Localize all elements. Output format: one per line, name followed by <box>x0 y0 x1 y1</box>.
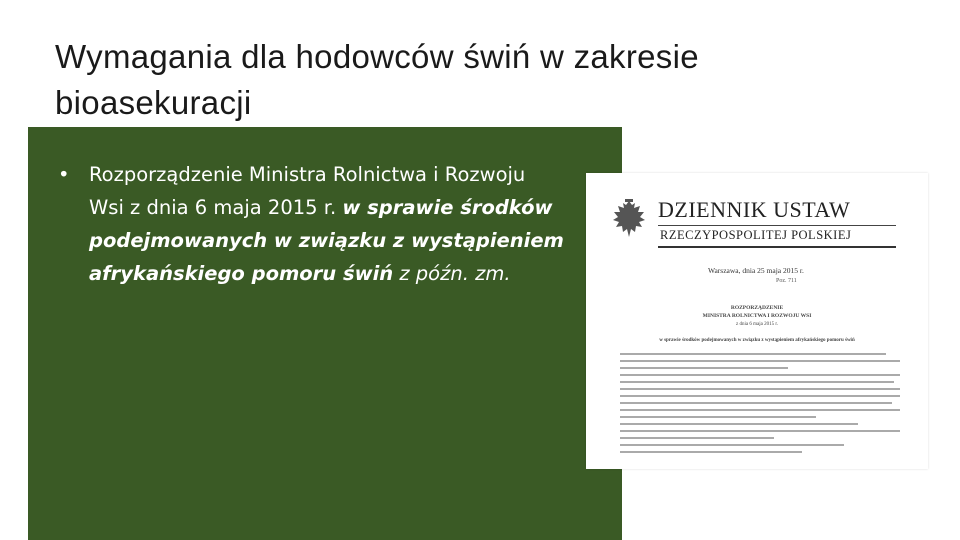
bullet-line-3: podejmowanych w związku z wystąpieniem <box>89 229 564 252</box>
doc-text-line <box>620 395 900 397</box>
doc-text-line <box>620 437 774 439</box>
doc-text-line <box>620 353 886 355</box>
document-masthead <box>658 197 850 223</box>
document-masthead-subtitle: RZECZYPOSPOLITEJ POLSKIEJ <box>660 228 852 242</box>
doc-text-line <box>620 409 900 411</box>
doc-text-line <box>620 423 858 425</box>
document-header-3: z dnia 6 maja 2015 r. <box>736 322 778 327</box>
bullet-line-4 <box>89 257 564 290</box>
doc-text-line <box>620 451 802 453</box>
document-body-text-lines <box>620 353 900 458</box>
document-header-1: ROZPORZĄDZENIE <box>730 305 784 311</box>
bullet-line-1: Rozporządzenie Ministra Rolnictwa i Rozwoju <box>89 163 526 186</box>
doc-text-line <box>620 444 844 446</box>
doc-text-line <box>620 381 894 383</box>
masthead-rule <box>658 225 896 226</box>
document-header-4: w sprawie środków podejmowanych w związku z wystąpieniem afrykańskiego pomoru świń <box>659 338 855 343</box>
bullet-line-2-bold: w sprawie środków <box>342 196 553 219</box>
doc-text-line <box>620 402 892 404</box>
doc-text-line <box>620 430 900 432</box>
bullet-line-4-italic: z późn. zm. <box>393 262 511 285</box>
bullet-line-2 <box>89 191 564 224</box>
subtitle-rule <box>658 246 896 248</box>
doc-text-line <box>620 416 816 418</box>
document-masthead-title: DZIENNIK USTAW <box>658 197 851 222</box>
dziennik-ustaw-document-image <box>586 173 928 469</box>
document-position: Poz. 711 <box>776 278 797 284</box>
doc-text-line <box>620 374 900 376</box>
slide-title-line1: Wymagania dla hodowców świń w zakresie <box>55 38 699 75</box>
document-header-2: MINISTRA ROLNICTWA I ROZWOJU WSI <box>702 313 812 319</box>
doc-text-line <box>620 367 788 369</box>
bullet-line-2-plain: Wsi z dnia 6 maja 2015 r. <box>89 196 343 219</box>
document-date: Warszawa, dnia 25 maja 2015 r. <box>708 266 804 275</box>
doc-text-line <box>620 360 900 362</box>
bullet-marker: • <box>58 163 70 186</box>
doc-text-line <box>620 388 900 390</box>
slide-title-line2: bioasekuracji <box>55 84 252 121</box>
bullet-text <box>89 158 564 290</box>
slide-title <box>55 34 935 126</box>
bullet-line-4-bold: afrykańskiego pomoru świń <box>89 262 394 285</box>
polish-eagle-emblem-icon <box>610 197 648 243</box>
